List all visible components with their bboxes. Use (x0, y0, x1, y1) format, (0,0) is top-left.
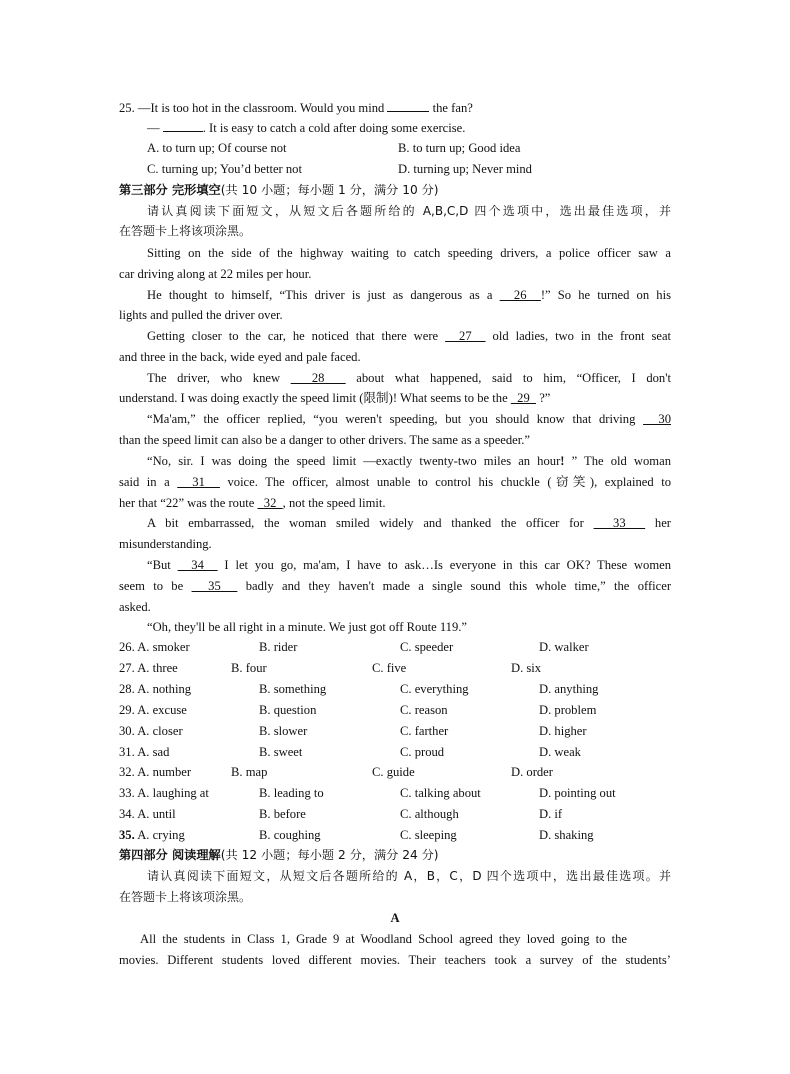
text-span: , not the speed limit. (282, 496, 386, 510)
q25-stem2-end: . It is easy to catch a cold after doing some exercise. (202, 121, 466, 135)
blank-34: 34 (177, 558, 218, 572)
blank-28: 28 (290, 371, 346, 385)
q25-option-c: C. turning up; You’d better not (147, 162, 302, 176)
passage-p4-line1 (147, 371, 671, 386)
text-span: voice. The officer, almost unable to control his chuckle (窃笑), explained to (227, 475, 672, 489)
choice-option-c: C. although (400, 807, 459, 822)
choice-option-d: D. six (511, 660, 542, 675)
choice-option-b: B. slower (259, 723, 308, 738)
choice-option-a: 28. A. nothing (119, 681, 192, 696)
choice-option-d: D. if (539, 807, 563, 822)
blank-30: 30 (643, 412, 671, 426)
text-span: The driver, who knew (147, 371, 281, 385)
passage-p8-line1 (147, 558, 671, 573)
text-span: ?” (539, 391, 551, 405)
part3-heading (119, 183, 671, 198)
question-number: 35. (119, 828, 135, 843)
part4-title: 第四部分 阅读理解 (119, 848, 221, 862)
passage-p2-line2: lights and pulled the driver over. (119, 308, 283, 322)
choice-option-d: D. order (511, 765, 553, 780)
blank-32: 32 (257, 496, 283, 510)
reading-a-line1: All the students in Class 1, Grade 9 at Woodland School agreed they loved going to the (140, 932, 627, 946)
choice-option-c: C. sleeping (400, 828, 457, 843)
part4-heading (119, 848, 671, 863)
part3-title: 第三部分 完形填空 (119, 183, 221, 197)
text-span: badly and they haven't made a single sound this whole time,” the officer (245, 579, 672, 593)
blank-29: 29 (510, 391, 537, 405)
text-span: old ladies, two in the front seat (492, 329, 672, 343)
choice-option-d: D. pointing out (539, 786, 616, 801)
choice-option-d: D. walker (539, 640, 589, 654)
blank-27: 27 (445, 329, 486, 343)
passage-p8-line3: asked. (119, 600, 151, 614)
text-span: “No, sir. I was doing the speed limit —exactly twenty-two miles an hour (147, 454, 561, 468)
passage-p5-line2: than the speed limit can also be a danger to other drivers. The same as a speeder.” (119, 433, 531, 447)
choice-option-d: D. higher (539, 723, 587, 738)
text-span: “Ma'am,” the officer replied, “you weren't speeding, but you should know that driving (147, 412, 636, 426)
blank-33: 33 (593, 516, 646, 530)
choice-option-a: 29. A. excuse (119, 702, 187, 717)
blank-31: 31 (177, 475, 220, 489)
choice-option-d: D. weak (539, 744, 581, 759)
q25-stem-end: the fan? (432, 101, 473, 115)
text-span: ” The old woman (571, 454, 671, 468)
q25-option-d: D. turning up; Never mind (398, 162, 532, 176)
blank-35: 35 (191, 579, 238, 593)
part3-instruction-1: 请认真阅读下面短文，从短文后各题所给的 A,B,C,D 四个选项中，选出最佳选项，并 (147, 204, 671, 218)
text-span: He thought to himself, “This driver is just as dangerous as a (147, 288, 493, 302)
passage-p3-line2: and three in the back, wide eyed and pale faced. (119, 350, 361, 364)
choice-option-c: C. five (372, 660, 407, 675)
choice-option-b: B. coughing (259, 828, 321, 843)
option-text: A. crying (134, 828, 185, 843)
q25-option-a: A. to turn up; Of course not (147, 141, 287, 155)
choice-option-c: C. speeder (400, 640, 454, 654)
passage-p2-line1 (147, 288, 671, 303)
choice-option-d: D. anything (539, 681, 599, 696)
choice-option-b: B. four (231, 660, 267, 675)
choice-option-b: B. rider (259, 640, 298, 654)
choice-option-c: C. reason (400, 702, 448, 717)
text-span: Getting closer to the car, he noticed that there were (147, 329, 439, 343)
passage-p4-line2 (119, 391, 671, 406)
choice-option-b: B. sweet (259, 744, 303, 759)
text-span: her (654, 516, 671, 530)
text-span: understand. I was doing exactly the speed limit (限制)! What seems to be the (119, 391, 508, 405)
passage-p6-line3 (119, 496, 671, 511)
choice-option-a: 27. A. three (119, 660, 178, 675)
answer-blank (387, 100, 429, 112)
section-a-label: A (390, 911, 400, 925)
choice-option-d: D. problem (539, 702, 597, 717)
part3-instruction-2: 在答题卡上将该项涂黑。 (119, 224, 252, 238)
passage-p1-line2: car driving along at 22 miles per hour. (119, 267, 312, 281)
part4-instruction-2: 在答题卡上将该项涂黑。 (119, 890, 252, 904)
q25-option-b: B. to turn up; Good idea (398, 141, 521, 155)
q25-stem-line2 (147, 120, 699, 136)
choice-option-a (119, 828, 185, 843)
text-span: A bit embarrassed, the woman smiled widely and thanked the officer for (147, 516, 584, 530)
part4-instruction-1: 请认真阅读下面短文，从短文后各题所给的 A，B，C，D 四个选项中，选出最佳选项。并 (147, 869, 671, 883)
choice-option-b: B. leading to (259, 786, 324, 801)
choice-option-c: C. guide (372, 765, 415, 780)
passage-p5-line1 (147, 412, 671, 427)
reading-a-line2: movies. Different students loved different movies. Their teachers took a survey of the students’ (119, 953, 671, 967)
choice-option-a: 33. A. laughing at (119, 786, 209, 801)
choice-option-a: 34. A. until (119, 807, 176, 822)
passage-p8-line2 (119, 579, 671, 594)
choice-option-a: 30. A. closer (119, 723, 183, 738)
passage-p7-line1 (147, 516, 671, 531)
q25-stem-text: 25. —It is too hot in the classroom. Would you mind (119, 101, 385, 115)
exclamation: ! (560, 454, 565, 468)
choice-option-b: B. before (259, 807, 306, 822)
text-span: her that “22” was the route (119, 496, 255, 510)
passage-p7-line2: misunderstanding. (119, 537, 212, 551)
text-span: !” So he turned on his (540, 288, 671, 302)
choice-option-c: C. everything (400, 681, 469, 696)
passage-p3-line1 (147, 329, 671, 344)
choice-option-a: 32. A. number (119, 765, 192, 780)
part4-info: (共 12 小题；每小题 2 分，满分 24 分) (220, 848, 439, 862)
choice-option-b: B. something (259, 681, 327, 696)
choice-option-a: 26. A. smoker (119, 640, 190, 654)
passage-p1-line1: Sitting on the side of the highway waiting to catch speeding drivers, a police officer saw a (147, 246, 671, 260)
text-span: “But (147, 558, 171, 572)
choice-option-b: B. question (259, 702, 317, 717)
text-span: said in a (119, 475, 170, 489)
text-span: seem to be (119, 579, 184, 593)
passage-p6-line1 (147, 454, 671, 469)
choice-option-c: C. proud (400, 744, 445, 759)
text-span: I let you go, ma'am, I have to ask…Is everyone in this car OK? These women (224, 558, 672, 572)
passage-p6-line2 (119, 475, 671, 490)
q25-stem-line1 (119, 100, 671, 116)
choice-option-b: B. map (231, 765, 268, 780)
q25-dash: — (147, 121, 160, 135)
passage-p9: “Oh, they'll be all right in a minute. We just got off Route 119.” (147, 620, 468, 634)
answer-blank (163, 120, 203, 132)
choice-option-a: 31. A. sad (119, 744, 170, 759)
blank-26: 26 (499, 288, 541, 302)
choice-option-c: C. talking about (400, 786, 481, 801)
text-span: about what happened, said to him, “Officer, I don't (356, 371, 671, 385)
choice-option-d: D. shaking (539, 828, 594, 843)
choice-option-c: C. farther (400, 723, 449, 738)
part3-info: (共 10 小题；每小题 1 分，满分 10 分) (220, 183, 439, 197)
